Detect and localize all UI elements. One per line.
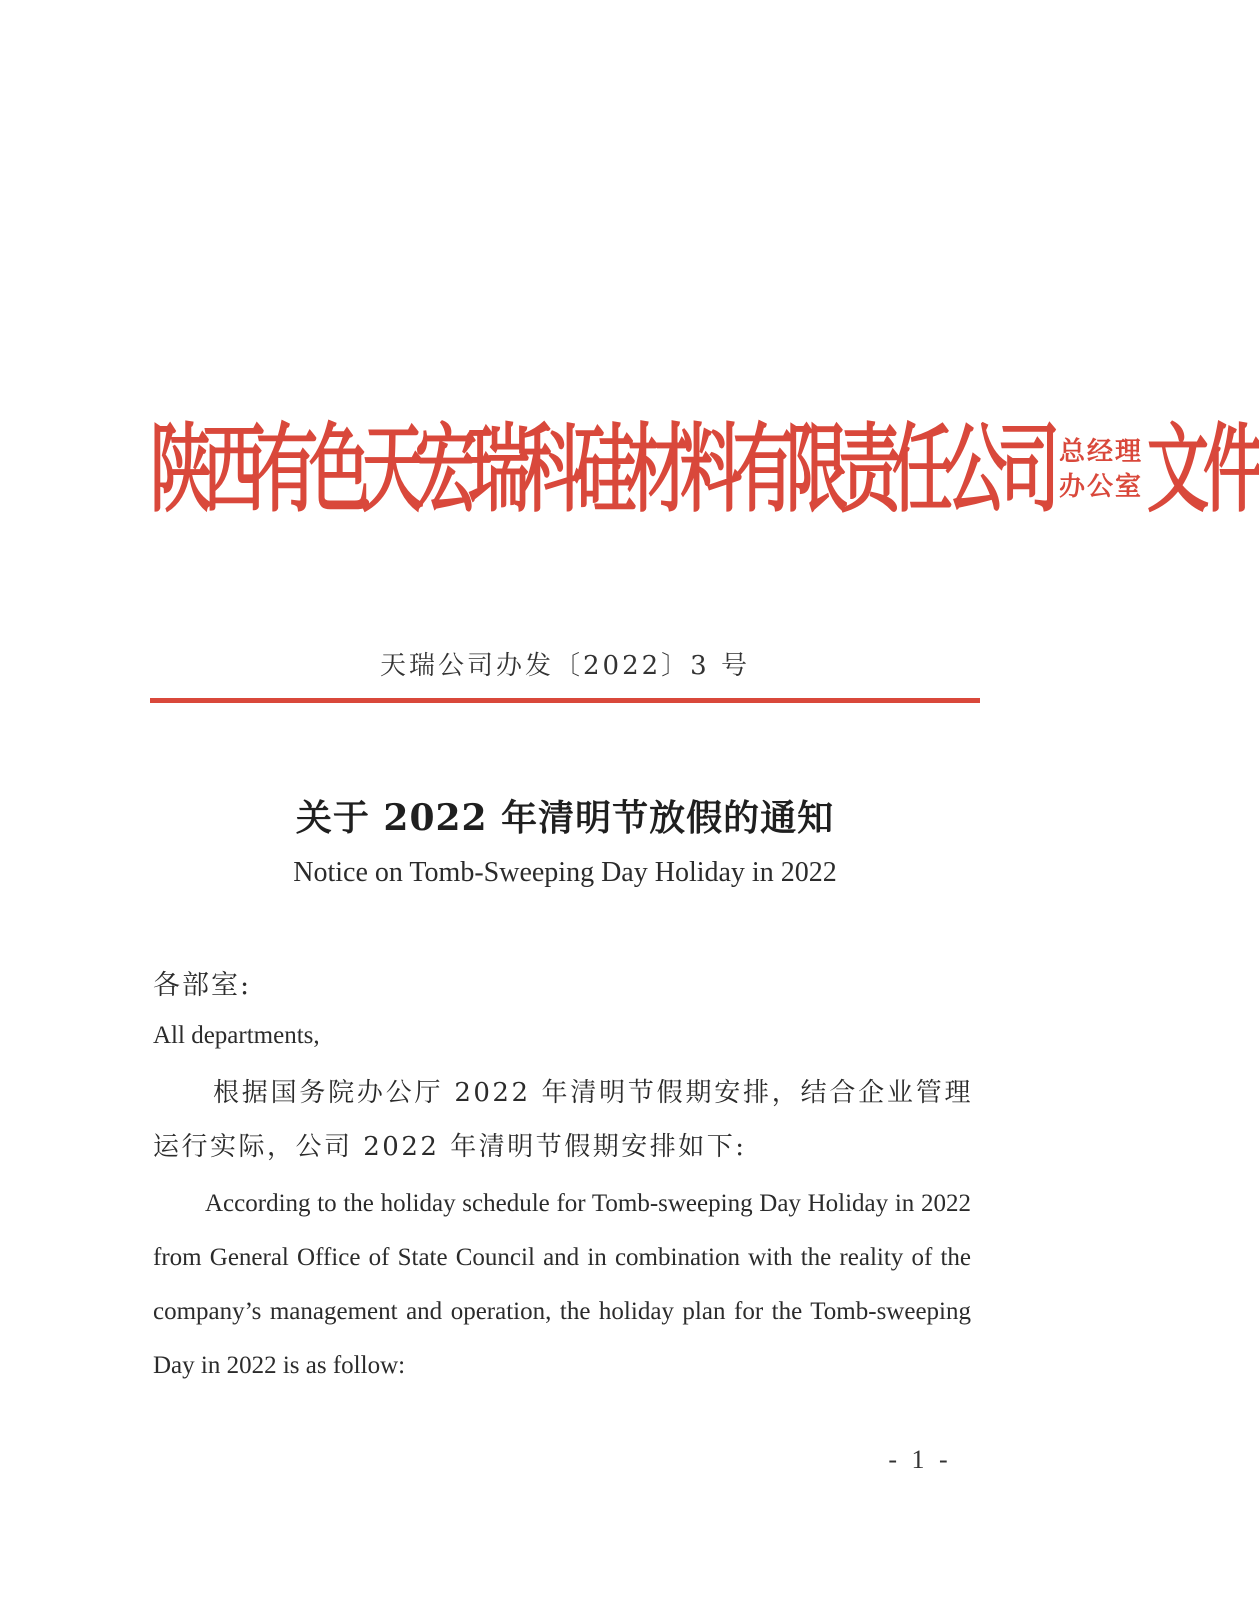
body-paragraph-english: According to the holiday schedule for Tomb-sweeping Day Holiday in 2022 from General Office of State Council and in combination with the reality of the company’s management and operation, the holiday plan for the Tomb-sweeping Day in 2022 is as follow:	[153, 1190, 971, 1379]
salutation-chinese: 各部室:	[153, 970, 252, 1001]
masthead-office	[1059, 435, 1143, 505]
masthead	[150, 410, 1259, 530]
salutation-english: All departments,	[153, 1022, 320, 1049]
page-number: - 1 -	[888, 1445, 952, 1474]
title-english: Notice on Tomb-Sweeping Day Holiday in 2022	[293, 857, 837, 888]
document-number: 天瑞公司办发〔2022〕3 号	[380, 651, 750, 681]
masthead-office-line1: 总经理	[1059, 436, 1144, 467]
masthead-doc-word: 文件	[1147, 412, 1259, 526]
masthead-office-line2: 办公室	[1059, 472, 1144, 502]
body-paragraph-chinese: 根据国务院办公厅 2022 年清明节假期安排，结合企业管理运行实际，公司 2022 年清明节假期安排如下:	[153, 1078, 973, 1162]
masthead-company-name: 陕西有色天宏瑞科硅材料有限责任公司	[150, 412, 1052, 526]
red-divider	[150, 698, 980, 703]
title-chinese: 关于 2022 年清明节放假的通知	[295, 797, 835, 839]
